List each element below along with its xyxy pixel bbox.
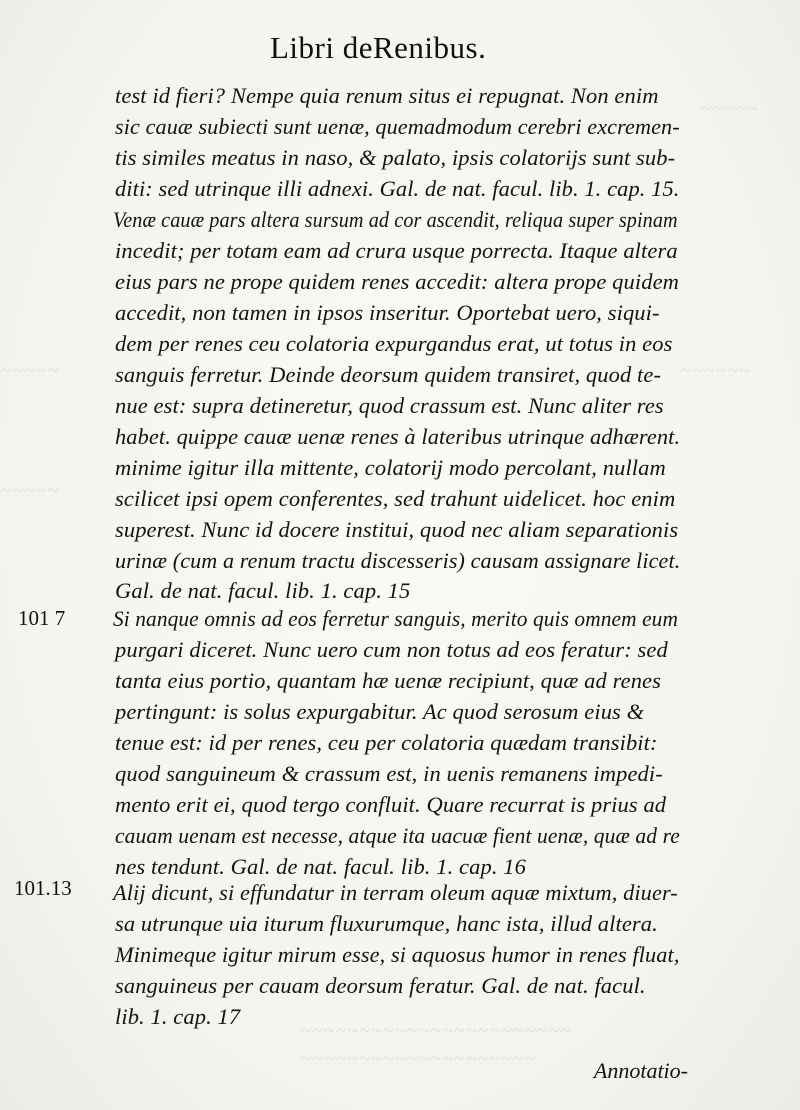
text-line: scilicet ipsi opem conferentes, sed trahunt uidelicet. hoc enim: [115, 486, 676, 511]
bleed-through-mark: ~~~~~~~~~~~~~~~~~~~~~~~: [300, 1020, 572, 1042]
text-line: test id fieri? Nempe quia renum situs ei repugnat. Non enim: [115, 83, 659, 108]
bleed-through-mark: ~~~~~~: [680, 360, 751, 382]
text-line: Minimeque igitur mirum esse, si aquosus humor in renes fluat,: [115, 942, 680, 967]
running-head: Libri deRenibus.: [270, 30, 487, 65]
text-line: sa utrunque uia iturum fluxurumque, hanc ista, illud altera.: [115, 911, 658, 936]
text-line: sic cauæ subiecti sunt uenæ, quemadmodum cerebri excremen-: [115, 114, 680, 139]
text-line: tis similes meatus in naso, & palato, ipsis colatorijs sunt sub-: [115, 145, 676, 170]
text-line: Gal. de nat. facul. lib. 1. cap. 15: [115, 578, 411, 603]
bleed-through-mark: ~~~~~: [700, 98, 760, 120]
text-line: superest. Nunc id docere institui, quod nec aliam separationis: [115, 517, 679, 542]
text-line: pertingunt: is solus expurgabitur. Ac quod serosum eius &: [115, 699, 645, 724]
text-line: sanguis ferretur. Deinde deorsum quidem transiret, quod te-: [115, 362, 662, 387]
text-line: Alij dicunt, si effundatur in terram oleum aquæ mixtum, diuer-: [113, 880, 678, 905]
margin-note: 101.13: [14, 876, 72, 900]
bleed-through-mark: ~~~~~: [0, 480, 60, 502]
margin-note: 101 7: [18, 606, 66, 630]
text-line: accedit, non tamen in ipsos inseritur. Oportebat uero, siqui-: [115, 300, 660, 325]
text-line: minime igitur illa mittente, colatorij modo percolant, nullam: [115, 455, 666, 480]
catchword: Annotatio-: [593, 1058, 688, 1083]
text-line: incedit; per totam eam ad crura usque porrecta. Itaque altera: [115, 238, 678, 263]
text-line: diti: sed utrinque illi adnexi. Gal. de nat. facul. lib. 1. cap. 15.: [115, 176, 680, 201]
text-line: habet. quippe cauæ uenæ renes à lateribus utrinque adhærent.: [115, 424, 681, 449]
text-line: eius pars ne prope quidem renes accedit: altera prope quidem: [115, 269, 680, 294]
text-line: purgari diceret. Nunc uero cum non totus ad eos feratur: sed: [115, 637, 668, 662]
text-line: dem per renes ceu colatoria expurgandus erat, ut totus in eos: [115, 331, 673, 356]
bleed-through-mark: ~~~~~~~~~~~~~~~~~~~~: [300, 1048, 537, 1070]
text-line: sanguineus per cauam deorsum feratur. Gal. de nat. facul.: [115, 973, 646, 998]
text-line: cauam uenam est necesse, atque ita uacuæ fient uenæ, quæ ad re: [115, 823, 680, 848]
text-line: urinæ (cum a renum tractu discesseris) causam assignare licet.: [115, 548, 681, 573]
text-line: Venæ cauæ pars altera sursum ad cor ascendit, reliqua super spinam: [113, 207, 678, 232]
text-line: nue est: supra detineretur, quod crassum est. Nunc aliter res: [115, 393, 664, 418]
text-line: Si nanque omnis ad eos ferretur sanguis, merito quis omnem eum: [113, 606, 678, 631]
text-line: tenue est: id per renes, ceu per colatoria quædam transibit:: [115, 730, 658, 755]
text-line: nes tendunt. Gal. de nat. facul. lib. 1. cap. 16: [115, 854, 526, 879]
text-line: quod sanguineum & crassum est, in uenis remanens impedi-: [115, 761, 663, 786]
text-line: lib. 1. cap. 17: [115, 1004, 241, 1029]
bleed-through-mark: ~~~~~: [0, 360, 60, 382]
text-line: mento erit ei, quod tergo confluit. Quare recurrat is prius ad: [115, 792, 667, 817]
text-line: tanta eius portio, quantam hæ uenæ recipiunt, quæ ad renes: [115, 668, 661, 693]
